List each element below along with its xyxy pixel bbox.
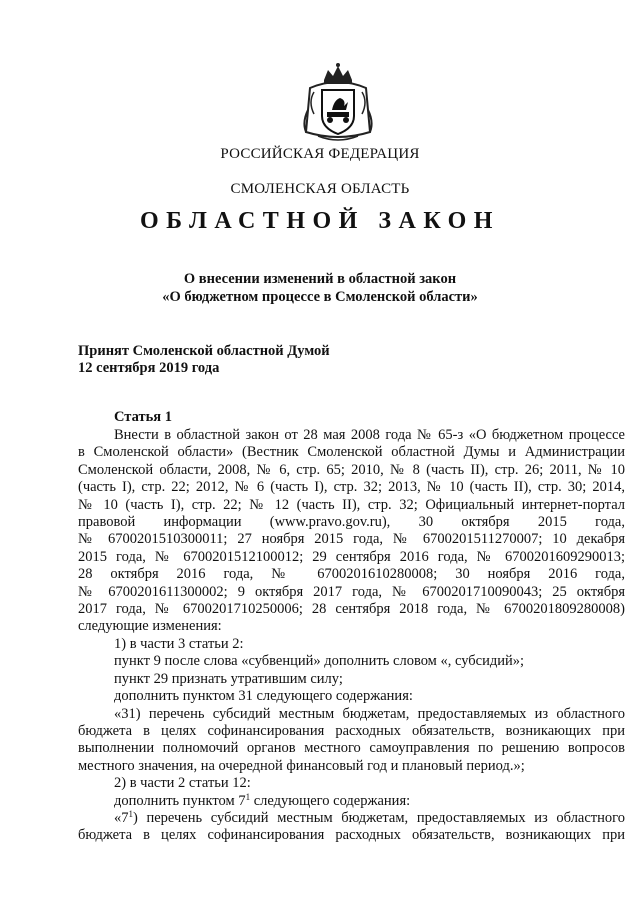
quote-p31-line: местного значения, на очередной финансовый год и плановый период.»; xyxy=(78,757,525,774)
p7-intro-superscript: 1 xyxy=(245,791,251,802)
body-line: 2015 года, № 6700201512100012; 29 сентября 2016 года, № 6700201609290013; xyxy=(78,548,625,565)
item-part3-intro: 1) в части 3 статьи 2: xyxy=(114,635,244,652)
region-title: СМОЛЕНСКАЯ ОБЛАСТЬ xyxy=(230,181,410,197)
article-body xyxy=(78,427,625,845)
coat-of-arms-emblem xyxy=(300,62,376,144)
body-line: 28 октября 2016 года, № 6700201610280008; 30 ноября 2016 года, xyxy=(78,566,625,583)
quote-p7-line-2: бюджета в целях софинансирования расходных обязательств, возникающих при xyxy=(78,827,625,844)
body-line: в Смоленской области» (Вестник Смоленской областной Думы и Администрации xyxy=(78,444,625,461)
item-p9: пункт 9 после слова «субвенций» дополнить словом «, субсидий»; xyxy=(114,653,525,670)
body-line: правовой информации (www.pravo.gov.ru), 30 октября 2015 года, xyxy=(78,514,625,531)
item-p31-intro: дополнить пунктом 31 следующего содержания: xyxy=(114,688,413,705)
p7-intro-text: дополнить пунктом 7 xyxy=(114,792,246,809)
quote-p31-line: бюджета в целях софинансирования расходных обязательств, возникающих при xyxy=(78,722,625,739)
adoption-date: 12 сентября 2019 года xyxy=(78,360,220,376)
item-part2-intro: 2) в части 2 статьи 12: xyxy=(114,775,251,792)
p7-intro-rest: следующего содержания: xyxy=(250,792,411,809)
document-type-heading: ОБЛАСТНОЙ ЗАКОН xyxy=(140,208,500,234)
country-title: РОССИЙСКАЯ ФЕДЕРАЦИЯ xyxy=(220,146,420,162)
p7-line1-rest: ) перечень субсидий местным бюджетам, предоставляемых из областного xyxy=(133,809,625,826)
body-line: (часть I), стр. 22; 2012, № 6 (часть I), стр. 32; 2013, № 10 (часть II), стр. 30; 2014, xyxy=(78,479,625,496)
body-line: Внести в областной закон от 28 мая 2008 года № 65-з «О бюджетном процессе xyxy=(114,427,625,443)
adoption-block xyxy=(78,343,598,377)
adoption-line-1: Принят Смоленской областной Думой xyxy=(78,343,330,359)
p7-superscript: 1 xyxy=(128,808,133,819)
law-subject-line-2: «О бюджетном процессе в Смоленской области» xyxy=(162,289,478,305)
body-line: 2017 года, № 6700201710250006; 28 сентября 2018 года, № 6700201809280008) xyxy=(78,601,625,618)
body-line: № 6700201510300011; 27 ноября 2015 года, № 6700201511270007; 10 декабря xyxy=(78,531,625,548)
quote-p31-line: выполнении полномочий органов местного самоуправления по решению вопросов xyxy=(78,740,625,757)
quote-p31-line: «31) перечень субсидий местным бюджетам, предоставляемых из областного xyxy=(114,705,625,722)
item-p7-intro xyxy=(78,793,625,810)
body-line: № 10 (часть I), стр. 22; № 12 (часть II), стр. 32; Официальный интернет-портал xyxy=(78,496,625,513)
quote-p7-line-1 xyxy=(78,810,625,827)
item-p29: пункт 29 признать утратившим силу; xyxy=(114,670,343,687)
body-line: № 6700201611300002; 9 октября 2017 года, № 6700201710090043; 25 октября xyxy=(78,583,625,600)
law-subject-line-1: О внесении изменений в областной закон xyxy=(183,271,457,287)
body-line: следующие изменения: xyxy=(78,618,222,635)
body-line: Смоленской области, 2008, № 6, стр. 65; 2010, № 8 (часть II), стр. 26; 2011, № 10 xyxy=(78,461,625,478)
p7-open: «7 xyxy=(114,809,129,826)
article-title: Статья 1 xyxy=(114,409,172,425)
